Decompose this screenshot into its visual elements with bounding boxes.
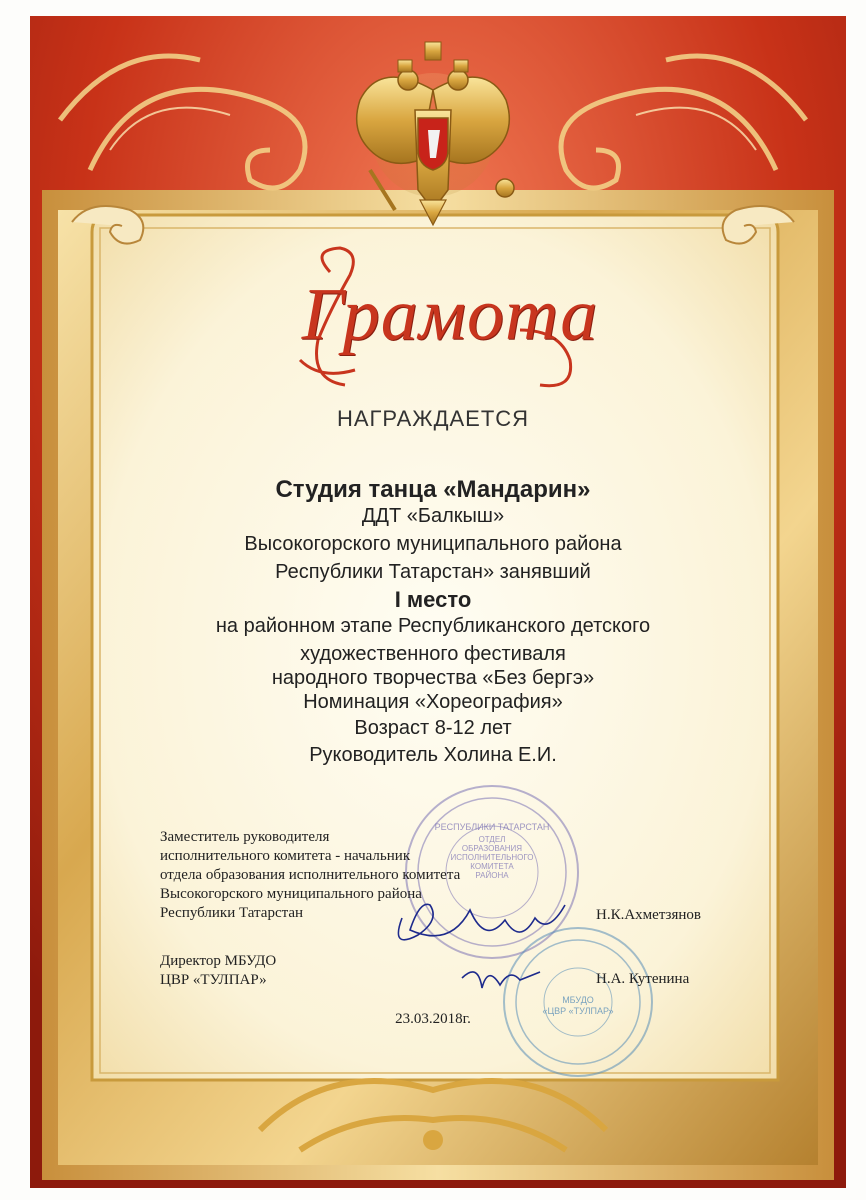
detail-line: на районном этапе Республиканского детского: [215, 615, 651, 637]
recipient-name: Студия танца «Мандарин»: [275, 476, 591, 503]
stamp-2-line: «ЦВР «ТУЛПАР»: [542, 1006, 614, 1016]
position-line: ЦВР «ТУЛПАР»: [160, 972, 267, 988]
signatory-1-name: Н.К.Ахметзянов: [596, 907, 701, 923]
certificate-title: Грамота: [301, 274, 599, 356]
body-line: Высокогорского муниципального района: [244, 533, 622, 555]
stamp-1-line: РАЙОНА: [475, 871, 509, 880]
signatory-2-name: Н.А. Кутенина: [596, 971, 690, 987]
detail-line: художественного фестиваля: [300, 643, 566, 665]
stamp-1-ring: РЕСПУБЛИКИ ТАТАРСТАН: [434, 822, 550, 832]
stamp-1-line: ОТДЕЛ: [478, 835, 506, 844]
awarded-label: НАГРАЖДАЕТСЯ: [336, 406, 530, 431]
position-line: отдела образования исполнительного комитета: [160, 867, 461, 883]
stamp-1-line: КОМИТЕТА: [470, 862, 514, 871]
position-line: Высокогорского муниципального района: [160, 886, 422, 902]
detail-line: Руководитель Холина Е.И.: [309, 744, 557, 766]
detail-line: Номинация «Хореография»: [303, 691, 563, 713]
place-label: I место: [394, 587, 472, 612]
position-line: Директор МБУДО: [160, 953, 277, 969]
detail-line: Возраст 8-12 лет: [354, 717, 512, 739]
signatory-2-position: [160, 952, 420, 990]
position-line: исполнительного комитета - начальник: [160, 848, 411, 864]
body-line: Республики Татарстан» занявший: [275, 561, 591, 583]
position-line: Республики Татарстан: [160, 905, 304, 921]
stamp-1-line: ОБРАЗОВАНИЯ: [461, 844, 523, 853]
signatory-1-position: [160, 828, 580, 923]
stamp-2-line: МБУДО: [562, 995, 594, 1005]
detail-line: народного творчества «Без бергэ»: [271, 667, 595, 689]
stamp-1-line: ИСПОЛНИТЕЛЬНОГО: [450, 853, 534, 862]
certificate-date: 23.03.2018г.: [395, 1011, 471, 1027]
body-line: ДДТ «Балкыш»: [361, 505, 505, 527]
position-line: Заместитель руководителя: [160, 829, 330, 845]
